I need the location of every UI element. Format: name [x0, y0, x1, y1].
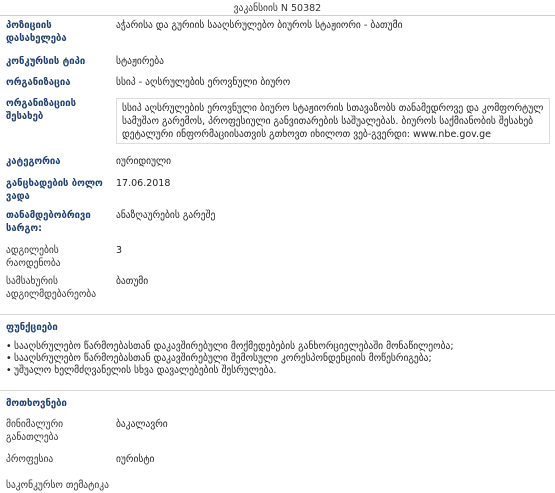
- min-education-label: მინიმალური განათლება: [6, 419, 64, 443]
- requirements-divider: [0, 390, 555, 391]
- contest-type-value: სტაჟირება: [116, 56, 164, 67]
- location-label: სამსახურის ადგილმდებარეობა: [6, 276, 97, 300]
- list-item: • სააღსრულებო წარმოებასთან დაკავშირებული შემოსული კორესპონდენციის მოწესრიგება;: [6, 353, 546, 365]
- list-item: • სააღსრულებო წარმოებასთან დაკავშირებული მოქმედებების განხორციელებაში მონაწილეობა;: [6, 341, 546, 353]
- category-label: კატეგორია: [6, 156, 61, 167]
- list-item: • უშუალო ხელმძღვანელის სხვა დავალებების შესრულება.: [6, 365, 546, 377]
- title-divider: [0, 15, 555, 16]
- contest-type-label: კონკურსის ტიპი: [6, 56, 86, 67]
- exam-topics-label: საკონკურსო თემატიკა: [6, 480, 109, 491]
- functions-divider: [0, 314, 555, 315]
- positions-count-label: ადგილების რაოდენობა: [6, 245, 61, 269]
- deadline-value: 17.06.2018: [116, 178, 171, 189]
- position-value: აჭარისა და გურიის სააღსრულებო ბიუროს სტაჟიორი - ბათუმი: [116, 20, 403, 31]
- profession-label: პროფესია: [6, 454, 54, 465]
- location-value: ბათუმი: [116, 276, 149, 287]
- profession-value: იურისტი: [116, 454, 155, 465]
- functions-heading: ფუნქციები: [6, 322, 58, 333]
- min-education-value: ბაკალავრი: [116, 419, 168, 430]
- functions-list: [6, 341, 546, 377]
- category-value: იურიდიული: [116, 156, 172, 167]
- deadline-label: განცხადების ბოლო ვადა: [6, 178, 103, 202]
- vacancy-title: ვაკანსიის N 50382: [233, 3, 322, 14]
- organization-value: სსიპ - აღსრულების ეროვნული ბიურო: [116, 77, 291, 88]
- positions-count-value: 3: [116, 245, 123, 256]
- subordination-label: თანამდებობრივი სარგო:: [6, 210, 91, 234]
- subordination-value: ანაზღაურების გარეშე: [116, 210, 216, 221]
- org-info-label: ორგანიზაციის შესახებ: [6, 98, 76, 122]
- position-label: პოზიციის დასახელება: [6, 20, 67, 44]
- org-info-value: სსიპ აღსრულების ეროვნული ბიურო სტაჟიორის სთავაზობს თანამედროვე და კომფორტულ სამუშაო გარემოს, პროფესიული განვითარების საშუალებას. ბიუროს საქმიანობის შესახებ დეტალური ინფორმაციისათვის გთხოვთ იხილოთ ვებ-გვერდი: www.nbe.gov.ge: [116, 98, 550, 144]
- requirements-heading: მოთხოვნები: [6, 398, 67, 409]
- organization-label: ორგანიზაცია: [6, 77, 71, 88]
